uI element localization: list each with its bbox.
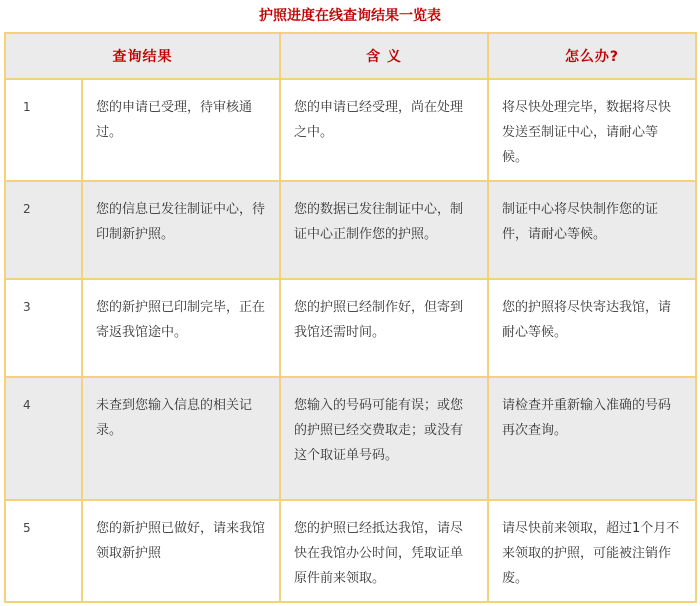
row-meaning: 您的护照已经抵达我馆，请尽快在我馆办公时间，凭取证单原件前来领取。 bbox=[280, 500, 488, 602]
page-title: 护照进度在线查询结果一览表 bbox=[259, 8, 441, 24]
row-number: 3 bbox=[5, 279, 82, 377]
row-result: 未查到您输入信息的相关记录。 bbox=[82, 377, 280, 500]
table-row bbox=[5, 79, 696, 181]
row-result: 您的新护照已印制完毕，正在寄返我馆途中。 bbox=[82, 279, 280, 377]
row-meaning: 您的护照已经制作好，但寄到我馆还需时间。 bbox=[280, 279, 488, 377]
table-row bbox=[5, 377, 696, 500]
row-number: 5 bbox=[5, 500, 82, 602]
row-meaning: 您的申请已经受理，尚在处理之中。 bbox=[280, 79, 488, 181]
row-number: 4 bbox=[5, 377, 82, 500]
header-what-to-do: 怎么办? bbox=[488, 33, 696, 79]
row-meaning: 您输入的号码可能有误；或您的护照已经交费取走；或没有这个取证单号码。 bbox=[280, 377, 488, 500]
row-meaning: 您的数据已发往制证中心，制证中心正制作您的护照。 bbox=[280, 181, 488, 279]
row-action: 您的护照将尽快寄达我馆，请耐心等候。 bbox=[488, 279, 696, 377]
header-query-result: 查询结果 bbox=[5, 33, 280, 79]
row-action: 将尽快处理完毕，数据将尽快发送至制证中心，请耐心等候。 bbox=[488, 79, 696, 181]
table-header-row bbox=[5, 33, 696, 79]
row-result: 您的信息已发往制证中心，待印制新护照。 bbox=[82, 181, 280, 279]
status-table bbox=[4, 32, 697, 603]
table-row bbox=[5, 279, 696, 377]
row-number: 1 bbox=[5, 79, 82, 181]
row-result: 您的申请已受理，待审核通过。 bbox=[82, 79, 280, 181]
row-action: 请尽快前来领取，超过1个月不来领取的护照，可能被注销作废。 bbox=[488, 500, 696, 602]
row-result: 您的新护照已做好，请来我馆领取新护照 bbox=[82, 500, 280, 602]
header-meaning: 含 义 bbox=[280, 33, 488, 79]
row-number: 2 bbox=[5, 181, 82, 279]
table-row bbox=[5, 500, 696, 602]
table-row bbox=[5, 181, 696, 279]
row-action: 制证中心将尽快制作您的证件，请耐心等候。 bbox=[488, 181, 696, 279]
row-action: 请检查并重新输入准确的号码再次查询。 bbox=[488, 377, 696, 500]
